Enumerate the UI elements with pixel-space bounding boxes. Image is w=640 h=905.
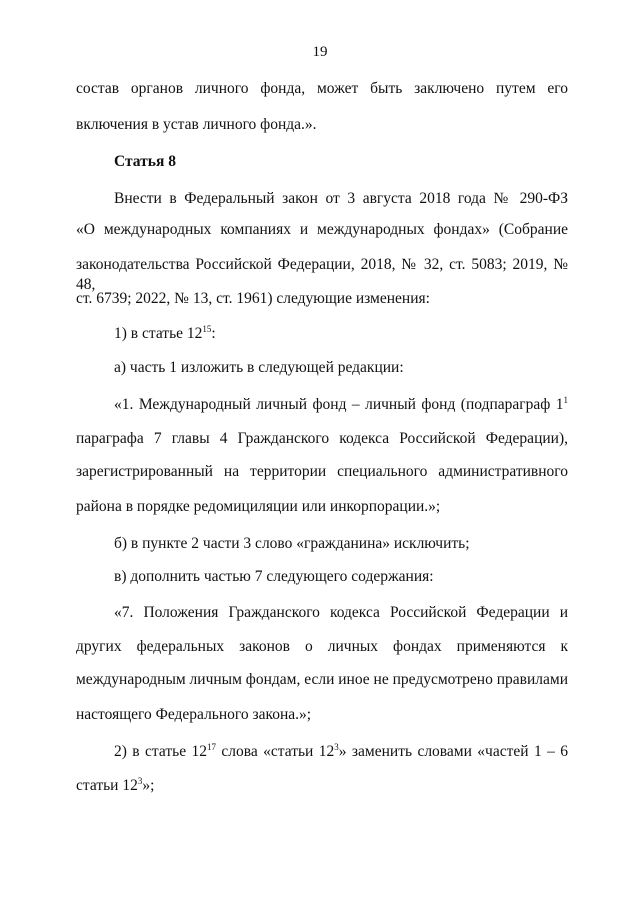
article-heading: Статья 8 [114,153,176,170]
list-item-text: » заменить словами «частей 1 – 6 [338,743,569,760]
list-item-text: 1) в статье 12 [114,325,203,342]
superscript: 3 [334,741,339,752]
superscript: 17 [206,741,216,752]
paragraph-line: других федеральных законов о личных фондах применяются к [76,638,568,655]
paragraph-line: зарегистрированный на территории специального административного [76,463,568,480]
list-item-text: : [211,325,216,342]
list-item-text: слова «статьи 12 [215,743,335,760]
paragraph-line: района в порядке редомициляции или инкорпорации.»; [76,498,441,515]
list-item: б) в пункте 2 части 3 слово «гражданина» исключить; [114,535,470,552]
paragraph-line: включения в устав личного фонда.». [76,116,317,133]
paragraph-text: «1. Международный личный фонд – личный фонд (подпараграф 1 [114,396,564,413]
paragraph-line [114,395,568,415]
paragraph-line: настоящего Федерального закона.»; [76,706,312,723]
list-item [76,776,154,796]
list-item-text: 2) в статье 12 [114,743,207,760]
list-item: в) дополнить частью 7 следующего содержания: [114,568,434,585]
paragraph-line: «О международных компаниях и международных фондах» (Собрание [76,221,568,238]
paragraph-line: законодательства Российской Федерации, 2018, № 32, ст. 5083; 2019, № 48, [76,256,568,293]
paragraph-line: состав органов личного фонда, может быть заключено путем его [76,80,568,97]
page-number: 19 [312,44,328,60]
list-item: а) часть 1 изложить в следующей редакции: [114,359,404,376]
list-item [114,742,568,762]
paragraph-line: ст. 6739; 2022, № 13, ст. 1961) следующие изменения: [76,290,430,307]
list-item-text: статьи 12 [76,777,138,794]
list-item-text: »; [142,777,155,794]
superscript: 15 [202,323,212,334]
paragraph-line: параграфа 7 главы 4 Гражданского кодекса Российской Федерации), [76,430,568,447]
paragraph-line: международным личным фондам, если иное не предусмотрено правилами [76,671,568,688]
paragraph-line: Внести в Федеральный закон от 3 августа 2018 года № 290-ФЗ [114,190,568,207]
paragraph-line: «7. Положения Гражданского кодекса Российской Федерации и [114,604,568,621]
superscript: 1 [563,394,568,405]
superscript: 3 [137,775,143,786]
list-item [114,324,216,344]
